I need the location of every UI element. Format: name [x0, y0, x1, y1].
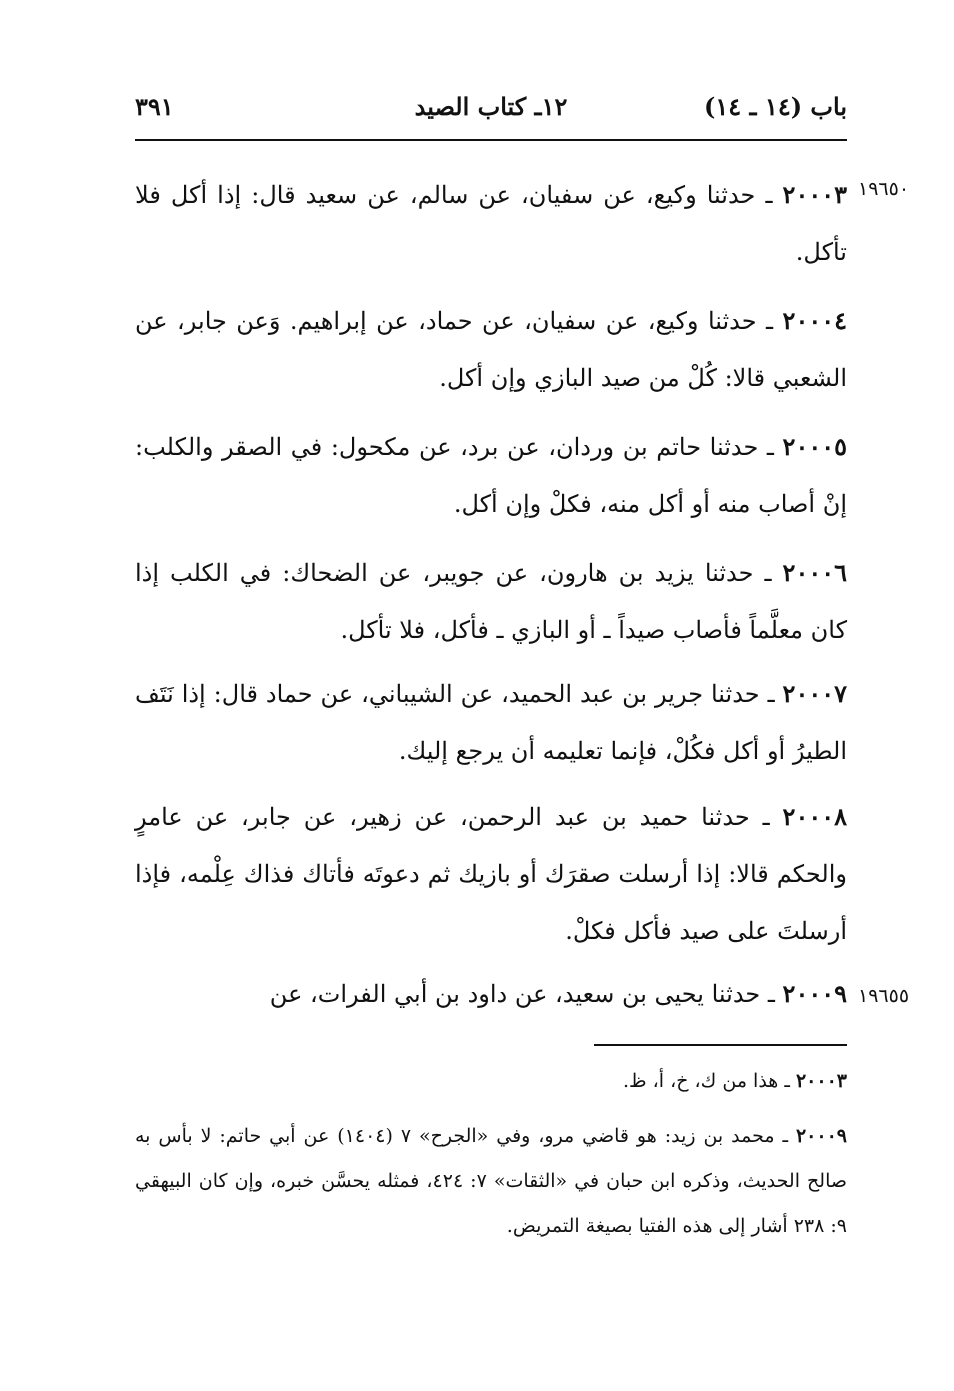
- hadith-number: ٢٠٠٠٧: [782, 679, 847, 708]
- hadith-number: ٢٠٠٠٩: [782, 979, 847, 1008]
- hadith-number: ٢٠٠٠٤: [782, 306, 847, 335]
- hadith-text: ـ حدثنا حاتم بن وردان، عن برد، عن مكحول: في الصقر والكلب: إنْ أصاب منه أو أكل منه، فكلْ وإن أكل.: [135, 433, 847, 518]
- header-divider: [135, 139, 847, 141]
- chapter-heading: باب (١٤ ـ ١٤): [704, 92, 847, 121]
- hadith-number: ٢٠٠٠٥: [782, 432, 847, 461]
- hadith-number: ٢٠٠٠٦: [782, 558, 847, 587]
- hadith-number: ٢٠٠٠٣: [782, 180, 847, 209]
- margin-number: ١٩٦٥٥: [858, 985, 910, 1007]
- hadith-text: ـ حدثنا وكيع، عن سفيان، عن سالم، عن سعيد قال: إذا أكل فلا تأكل.: [135, 181, 847, 266]
- hadith-text: ـ حدثنا حميد بن عبد الرحمن، عن زهير، عن جابر، عن عامرٍ والحكم قالا: إذا أرسلت صقرَك أو بازيك ثم دعوتَه فأتاك فذاك عِلْمه، فإذا أرسلتَ على صيد فأكل فكلْ.: [135, 803, 847, 945]
- hadith-entry: [135, 166, 847, 281]
- footnote-number: ٢٠٠٠٣: [795, 1070, 847, 1092]
- book-title: ١٢ـ كتاب الصيد: [414, 92, 568, 121]
- page-number: ٣٩١: [135, 92, 174, 121]
- footnote-number: ٢٠٠٠٩: [795, 1125, 847, 1147]
- footnote-text: ـ هذا من ك، خ، أ، ظ.: [623, 1070, 796, 1092]
- footnote: [135, 1059, 847, 1104]
- hadith-entry: [135, 788, 847, 960]
- hadith-entry: [135, 292, 847, 407]
- hadith-text: ـ حدثنا يحيى بن سعيد، عن داود بن أبي الفرات، عن: [269, 980, 783, 1008]
- hadith-entry: [135, 965, 847, 1023]
- hadith-text: ـ حدثنا وكيع، عن سفيان، عن حماد، عن إبراهيم. وَعن جابر، عن الشعبي قالا: كُلْ من صيد البازي وإن أكل.: [135, 307, 847, 392]
- hadith-number: ٢٠٠٠٨: [782, 802, 847, 831]
- footnote-divider: [594, 1044, 847, 1046]
- running-header: [135, 92, 847, 124]
- hadith-entry: [135, 544, 847, 659]
- hadith-text: ـ حدثنا يزيد بن هارون، عن جويبر، عن الضحاك: في الكلب إذا كان معلَّماً فأصاب صيداً ـ أو البازي ـ فأكل، فلا تأكل.: [135, 559, 847, 644]
- hadith-text: ـ حدثنا جرير بن عبد الحميد، عن الشيباني، عن حماد قال: إذا نَتَف الطيرُ أو أكل فكُلْ، فإنما تعليمه أن يرجع إليك.: [135, 680, 847, 765]
- margin-number: ١٩٦٥٠: [858, 178, 910, 200]
- hadith-entry: [135, 665, 847, 780]
- footnote: [135, 1114, 847, 1249]
- hadith-entry: [135, 418, 847, 533]
- footnote-text: ـ محمد بن زيد: هو قاضي مرو، وفي «الجرح» ٧ (١٤٠٤) عن أبي حاتم: لا بأس به صالح الحديث، وذكره ابن حبان في «الثقات» ٧: ٤٢٤، فمثله يحسَّن خبره، وإن كان البيهقي ٩: ٢٣٨ أشار إلى هذه الفتيا بصيغة التمريض.: [135, 1125, 847, 1237]
